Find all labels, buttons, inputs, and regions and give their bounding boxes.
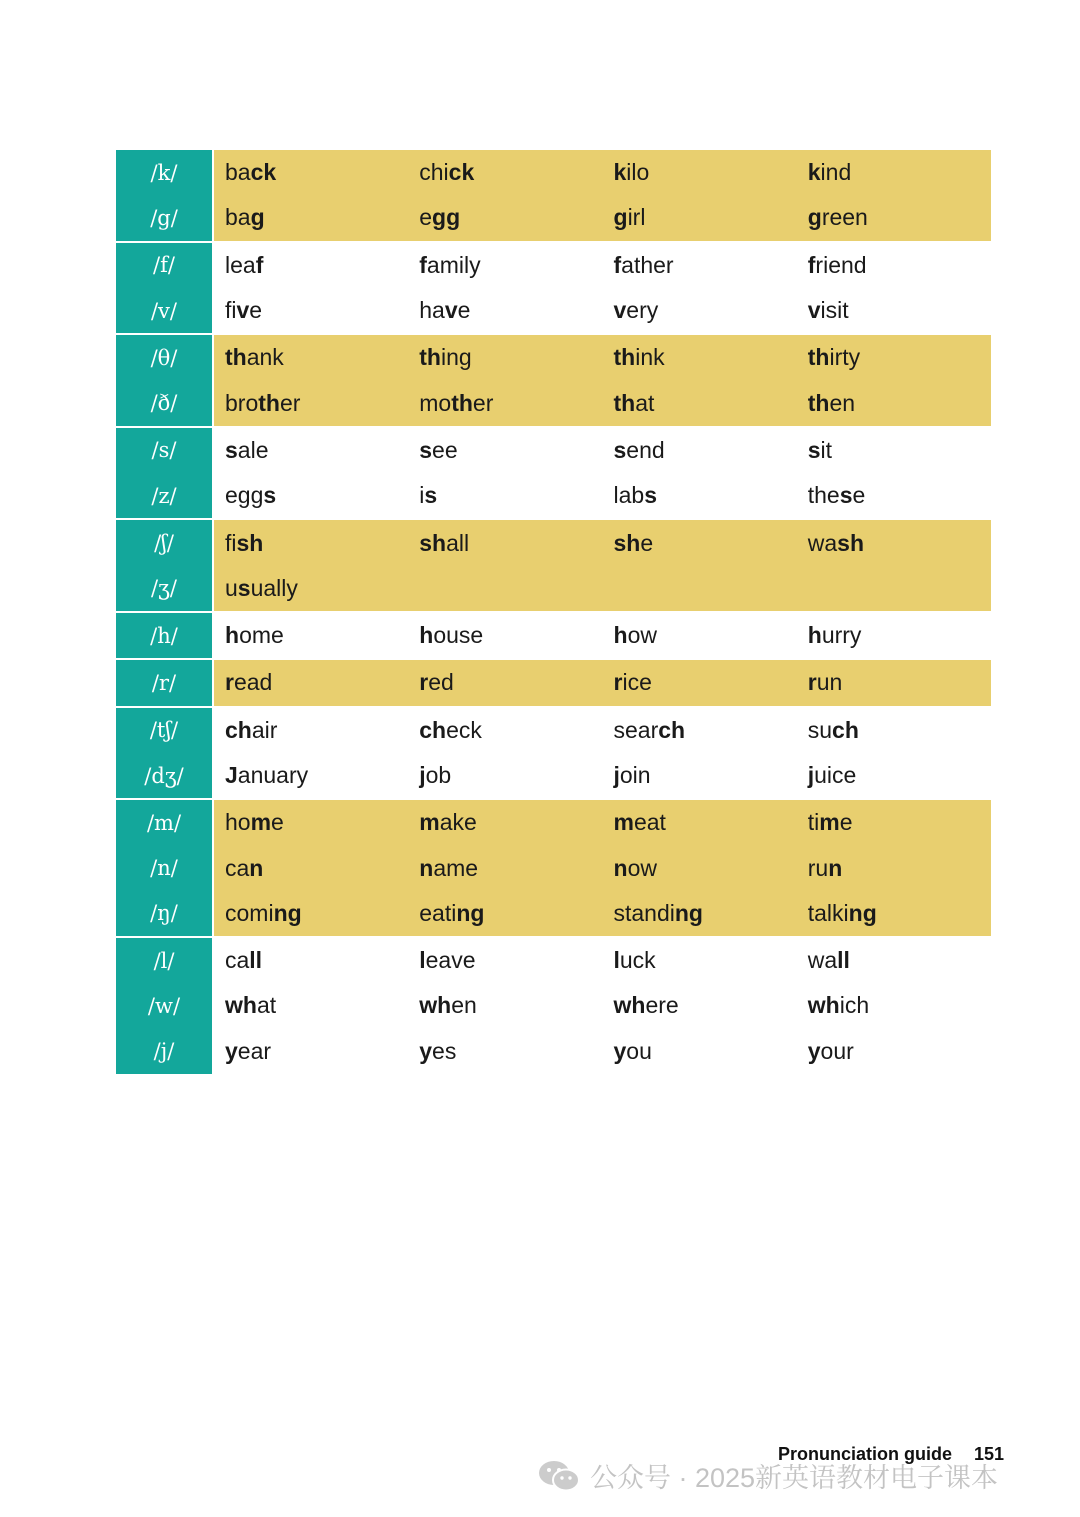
sound-group	[116, 938, 991, 1076]
example-word: have	[419, 297, 471, 324]
highlighted-letters: y	[225, 1037, 238, 1064]
example-word: your	[807, 1037, 854, 1064]
sound-group	[116, 708, 991, 801]
example-word: coming	[225, 899, 302, 926]
highlighted-letters: sh	[837, 529, 864, 556]
example-word: chair	[225, 716, 278, 743]
phonetic-symbol: /j/	[116, 1029, 212, 1074]
highlighted-letters: n	[613, 854, 628, 881]
highlighted-letters: s	[644, 482, 657, 509]
example-word: back	[225, 159, 277, 186]
highlighted-letters: ch	[658, 716, 686, 743]
highlighted-letters: th	[613, 344, 636, 371]
example-word: sit	[807, 436, 833, 463]
highlighted-letters: ll	[249, 947, 263, 974]
highlighted-letters: ck	[448, 159, 475, 186]
example-word: rice	[613, 669, 652, 696]
phonetic-symbol: /k/	[116, 150, 212, 195]
phonetic-symbol: /m/	[116, 800, 212, 845]
sound-group	[116, 800, 991, 938]
example-word: brother	[225, 389, 301, 416]
highlighted-letters: th	[451, 389, 473, 416]
highlighted-letters: sh	[419, 529, 447, 556]
table-row	[116, 753, 991, 798]
sound-group	[116, 243, 991, 336]
highlighted-letters: s	[419, 436, 433, 463]
table-row	[116, 891, 991, 936]
example-word: see	[419, 436, 458, 463]
example-word: home	[225, 622, 284, 649]
highlighted-letters: ch	[832, 716, 859, 743]
table-row	[116, 150, 991, 195]
example-word: five	[225, 297, 263, 324]
sound-group	[116, 520, 991, 613]
example-word: wash	[807, 529, 864, 556]
example-word: time	[807, 809, 853, 836]
example-word: kind	[807, 159, 852, 186]
example-word: red	[419, 669, 454, 696]
example-word: think	[613, 344, 665, 371]
highlighted-letters: ng	[848, 899, 877, 926]
example-word: labs	[613, 482, 657, 509]
example-word: eating	[419, 899, 485, 926]
highlighted-letters: wh	[613, 992, 646, 1019]
watermark-text: 公众号 · 2025新英语教材电子课本	[590, 1463, 999, 1493]
example-word: now	[613, 854, 657, 881]
highlighted-letters: wh	[419, 992, 452, 1019]
example-word: usually	[225, 574, 298, 601]
example-word: call	[225, 947, 263, 974]
highlighted-letters: n	[249, 854, 264, 881]
phonetic-symbol: /w/	[116, 983, 212, 1028]
phonetic-symbol: /n/	[116, 845, 212, 890]
table-row	[116, 520, 991, 565]
footer-title: Pronunciation guide	[778, 1444, 952, 1464]
example-word: friend	[807, 251, 867, 278]
phonetic-symbol: /ʃ/	[116, 520, 212, 565]
highlighted-letters: j	[419, 762, 426, 788]
example-word: girl	[613, 204, 646, 231]
example-word: talking	[807, 899, 877, 926]
example-word: is	[419, 482, 438, 509]
highlighted-letters: f	[613, 251, 622, 278]
sound-group	[116, 613, 991, 660]
highlighted-letters: m	[250, 809, 272, 836]
example-word: bag	[225, 204, 265, 231]
highlighted-letters: v	[444, 297, 458, 324]
table-row	[116, 613, 991, 658]
example-word: standing	[613, 899, 703, 926]
watermark	[538, 1456, 998, 1495]
example-word: hurry	[807, 622, 862, 649]
example-word: leaf	[225, 251, 264, 278]
example-word: read	[225, 669, 273, 696]
example-word: kilo	[613, 159, 650, 186]
example-word: then	[807, 389, 856, 416]
highlighted-letters: ng	[273, 899, 302, 926]
table-row	[116, 566, 991, 611]
highlighted-letters: th	[807, 389, 830, 416]
table-row	[116, 473, 991, 518]
table-row	[116, 288, 991, 333]
example-word: sale	[225, 436, 269, 463]
pronunciation-table	[116, 150, 991, 1076]
highlighted-letters: th	[419, 344, 441, 371]
example-word: leave	[419, 947, 476, 974]
highlighted-letters: f	[255, 251, 264, 278]
example-word: green	[807, 204, 868, 231]
highlighted-letters: ch	[419, 716, 447, 743]
example-word: chick	[419, 159, 475, 186]
phonetic-symbol: /s/	[116, 428, 212, 473]
example-word: fish	[225, 529, 264, 556]
highlighted-letters: j	[613, 762, 620, 788]
highlighted-letters: y	[807, 1037, 821, 1064]
example-word: she	[613, 529, 654, 556]
highlighted-letters: m	[819, 809, 840, 836]
phonetic-symbol: /h/	[116, 613, 212, 658]
highlighted-letters: s	[613, 436, 627, 463]
highlighted-letters: sh	[236, 529, 264, 556]
table-row	[116, 983, 991, 1028]
highlighted-letters: k	[807, 159, 821, 186]
highlighted-letters: l	[613, 947, 620, 974]
highlighted-letters: th	[225, 344, 247, 371]
highlighted-letters: th	[613, 389, 636, 416]
example-word: luck	[613, 947, 656, 974]
highlighted-letters: m	[613, 809, 634, 836]
highlighted-letters: ng	[674, 899, 703, 926]
example-word: egg	[419, 204, 461, 231]
highlighted-letters: gg	[432, 204, 461, 231]
example-word: you	[613, 1037, 652, 1064]
table-row	[116, 195, 991, 240]
highlighted-letters: r	[225, 669, 234, 696]
example-word: run	[807, 669, 843, 696]
highlighted-letters: v	[236, 297, 250, 324]
highlighted-letters: g	[250, 204, 265, 231]
phonetic-symbol: /ð/	[116, 380, 212, 425]
example-word: very	[613, 297, 659, 324]
example-word: these	[807, 482, 866, 509]
example-word: where	[613, 992, 679, 1019]
example-word: family	[419, 251, 481, 278]
highlighted-letters: s	[807, 436, 821, 463]
phonetic-symbol: /ʒ/	[116, 566, 212, 611]
highlighted-letters: th	[258, 389, 280, 416]
highlighted-letters: g	[613, 204, 628, 231]
example-word: search	[613, 716, 686, 743]
highlighted-letters: n	[419, 854, 434, 881]
example-word: what	[225, 992, 277, 1019]
example-word: meat	[613, 809, 666, 836]
table-row	[116, 845, 991, 890]
highlighted-letters: n	[828, 854, 843, 881]
highlighted-letters: h	[807, 622, 822, 649]
phonetic-symbol: /tʃ/	[116, 708, 212, 753]
phonetic-symbol: /θ/	[116, 335, 212, 380]
table-row	[116, 243, 991, 288]
highlighted-letters: s	[225, 436, 238, 463]
phonetic-symbol: /z/	[116, 473, 212, 518]
highlighted-letters: ch	[225, 716, 252, 743]
highlighted-letters: J	[225, 762, 238, 788]
example-word: name	[419, 854, 479, 881]
highlighted-letters: v	[807, 297, 821, 324]
table-row	[116, 380, 991, 425]
highlighted-letters: s	[263, 482, 277, 509]
highlighted-letters: v	[613, 297, 627, 324]
highlighted-letters: y	[419, 1037, 433, 1064]
example-word: when	[419, 992, 477, 1019]
highlighted-letters: h	[613, 622, 628, 649]
example-word: make	[419, 809, 477, 836]
sound-group	[116, 428, 991, 521]
sound-group	[116, 660, 991, 707]
example-word: yes	[419, 1037, 457, 1064]
highlighted-letters: h	[225, 622, 240, 649]
highlighted-letters: f	[419, 251, 427, 278]
phonetic-symbol: /l/	[116, 938, 212, 983]
example-word: shall	[419, 529, 470, 556]
example-word: January	[225, 762, 309, 788]
highlighted-letters: sh	[613, 529, 641, 556]
example-word: job	[419, 762, 452, 788]
example-word: year	[225, 1037, 272, 1064]
phonetic-symbol: /ŋ/	[116, 891, 212, 936]
example-word: can	[225, 854, 264, 881]
phonetic-symbol: /dʒ/	[116, 753, 212, 798]
highlighted-letters: j	[807, 762, 815, 788]
phonetic-symbol: /r/	[116, 660, 212, 705]
example-word: father	[613, 251, 674, 278]
example-word: check	[419, 716, 482, 743]
example-word: run	[807, 854, 843, 881]
example-word: visit	[807, 297, 849, 324]
highlighted-letters: l	[419, 947, 426, 974]
table-row	[116, 428, 991, 473]
example-word: eggs	[225, 482, 277, 509]
example-word: thing	[419, 344, 472, 371]
example-word: which	[807, 992, 870, 1019]
highlighted-letters: s	[424, 482, 438, 509]
highlighted-letters: h	[419, 622, 434, 649]
table-row	[116, 708, 991, 753]
highlighted-letters: g	[807, 204, 822, 231]
example-word: thank	[225, 344, 284, 371]
example-word: house	[419, 622, 484, 649]
example-word: that	[613, 389, 655, 416]
phonetic-symbol: /g/	[116, 195, 212, 240]
page-number: 151	[974, 1444, 1005, 1464]
highlighted-letters: r	[613, 669, 623, 696]
example-word: how	[613, 622, 657, 649]
example-word: juice	[807, 762, 857, 788]
highlighted-letters: ll	[837, 947, 850, 974]
sound-group	[116, 335, 991, 428]
highlighted-letters: r	[419, 669, 429, 696]
example-word: such	[807, 716, 859, 743]
highlighted-letters: wh	[225, 992, 257, 1019]
table-row	[116, 660, 991, 705]
example-word: home	[225, 809, 284, 836]
phonetic-symbol: /f/	[116, 243, 212, 288]
example-word: send	[613, 436, 665, 463]
highlighted-letters: wh	[807, 992, 840, 1019]
table-row	[116, 938, 991, 983]
table-row	[116, 800, 991, 845]
highlighted-letters: f	[807, 251, 816, 278]
phonetic-symbol: /v/	[116, 288, 212, 333]
table-row	[116, 1029, 991, 1074]
example-word: wall	[807, 947, 850, 974]
highlighted-letters: th	[807, 344, 830, 371]
example-word: mother	[419, 389, 494, 416]
highlighted-letters: s	[237, 574, 251, 601]
highlighted-letters: s	[839, 482, 853, 509]
highlighted-letters: ng	[456, 899, 485, 926]
sound-group	[116, 150, 991, 243]
highlighted-letters: y	[613, 1037, 627, 1064]
wechat-icon	[538, 1459, 580, 1493]
example-word: thirty	[807, 344, 861, 371]
highlighted-letters: k	[613, 159, 627, 186]
highlighted-letters: m	[419, 809, 440, 836]
highlighted-letters: r	[807, 669, 817, 696]
highlighted-letters: ck	[250, 159, 277, 186]
table-row	[116, 335, 991, 380]
example-word: join	[613, 762, 651, 788]
